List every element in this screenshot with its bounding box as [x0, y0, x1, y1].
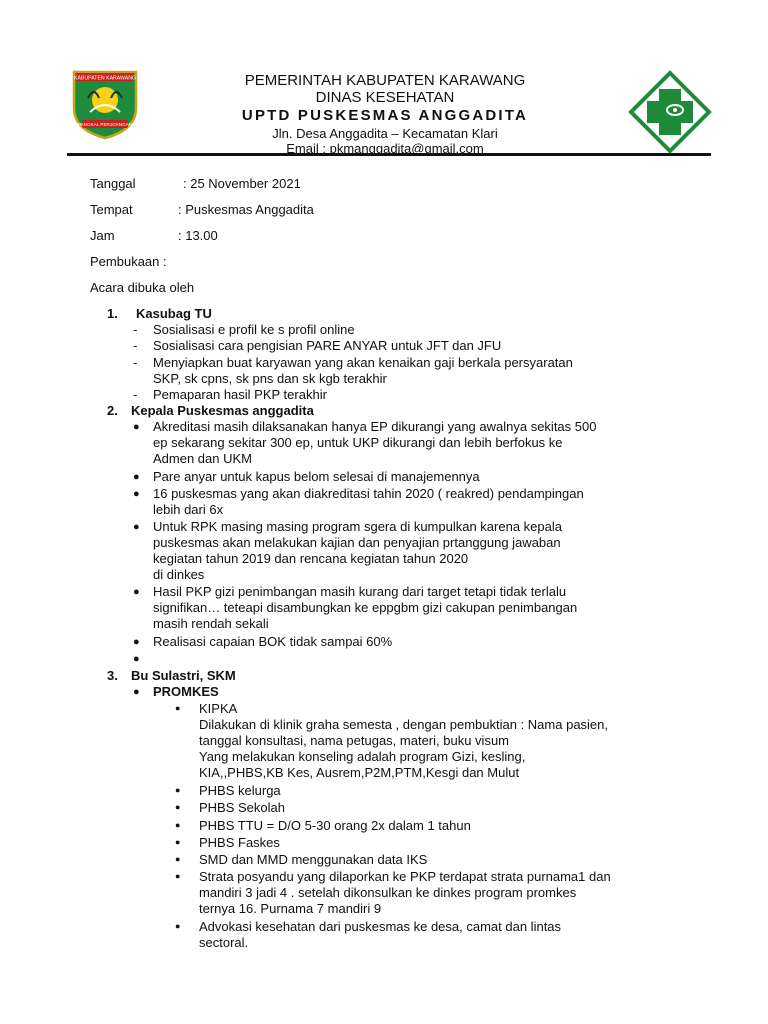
list-item: Pemaparan hasil PKP terakhir	[153, 387, 327, 402]
tempat-value: : Puskesmas Anggadita	[178, 202, 314, 217]
dash-bullet: -	[133, 322, 138, 337]
bullet-dot-icon: ●	[133, 653, 140, 665]
list-item-continued: mandiri 3 jadi 4 . setelah dikonsulkan ke dinkes program promkes	[199, 885, 577, 900]
bullet-dot-icon: ●	[175, 802, 181, 812]
list-item-continued: puskesmas akan melakukan kajian dan penyajian prtanggung jawaban	[153, 535, 561, 550]
list-item-continued: ep sekarang sekitar 300 ep, untuk UKP dikurangi dan lebih berfokus ke	[153, 435, 563, 450]
tanggal-value: : 25 November 2021	[183, 176, 301, 191]
list-item: Strata posyandu yang dilaporkan ke PKP terdapat strata purnama1 dan	[199, 869, 611, 884]
bullet-dot-icon: ●	[175, 871, 181, 881]
list-item: Untuk RPK masing masing program sgera di kumpulkan karena kepala	[153, 519, 562, 534]
section-title: Kepala Puskesmas anggadita	[131, 403, 314, 418]
svg-text:PANGKAL PERJOANGAN: PANGKAL PERJOANGAN	[77, 122, 133, 128]
section-title: Kasubag TU	[136, 306, 212, 321]
list-item: 16 puskesmas yang akan diakreditasi tahin 2020 ( reakred) pendampingan	[153, 486, 584, 501]
letterhead-line1: PEMERINTAH KABUPATEN KARAWANG	[244, 72, 526, 89]
list-item: Realisasi capaian BOK tidak sampai 60%	[153, 634, 393, 649]
list-item-continued: KIA,,PHBS,KB Kes, Ausrem,P2M,PTM,Kesgi dan Mulut	[199, 765, 520, 780]
bullet-dot-icon: ●	[133, 686, 140, 698]
section-number: 2.	[107, 403, 118, 418]
letterhead-address: Jln. Desa Anggadita – Kecamatan Klari	[272, 126, 498, 141]
dash-bullet: -	[133, 387, 138, 402]
list-item: PHBS Sekolah	[199, 800, 285, 815]
list-item-continued: signifikan… teteapi disambungkan ke eppgbm gizi cakupan penimbangan	[153, 600, 578, 615]
list-item: Akreditasi masih dilaksanakan hanya EP dikurangi yang awalnya sekitas 500	[153, 419, 597, 434]
letterhead-title: UPTD PUSKESMAS ANGGADITA	[241, 107, 529, 124]
dash-bullet: -	[133, 338, 138, 353]
letterhead-line2: DINAS KESEHATAN	[315, 89, 455, 106]
list-item-continued: masih rendah sekali	[153, 616, 269, 631]
bullet-dot-icon: ●	[175, 837, 181, 847]
list-item-continued: Admen dan UKM	[153, 451, 252, 466]
list-item: Hasil PKP gizi penimbangan masih kurang dari target tetapi tidak terlalu	[153, 584, 567, 599]
list-item: Pare anyar untuk kapus belom selesai di manajemennya	[153, 469, 480, 484]
acara-label: Acara dibuka oleh	[90, 280, 195, 295]
bullet-dot-icon: ●	[133, 586, 140, 598]
bullet-dot-icon: ●	[133, 521, 140, 533]
section-number: 3.	[107, 668, 118, 683]
list-item-continued: sectoral.	[199, 935, 249, 950]
list-item-continued: ternya 16. Purnama 7 mandiri 9	[199, 901, 382, 916]
list-item-continued: Yang melakukan konseling adalah program Gizi, kesling,	[199, 749, 526, 764]
bullet-dot-icon: ●	[175, 854, 181, 864]
tanggal-label: Tanggal	[90, 176, 136, 191]
bullet-dot-icon: ●	[133, 636, 140, 648]
list-item: SMD dan MMD menggunakan data IKS	[199, 852, 428, 867]
bullet-dot-icon: ●	[133, 421, 140, 433]
header-divider	[67, 153, 711, 156]
jam-label: Jam	[90, 228, 115, 243]
jam-value: : 13.00	[178, 228, 218, 243]
list-item: PHBS kelurga	[199, 783, 281, 798]
list-item-continued: lebih dari 6x	[153, 502, 224, 517]
list-item-continued: di dinkes	[153, 567, 205, 582]
list-item-continued: kegiatan tahun 2019 dan rencana kegiatan tahun 2020	[153, 551, 469, 566]
bullet-dot-icon: ●	[175, 820, 181, 830]
list-item: Advokasi kesehatan dari puskesmas ke desa, camat dan lintas	[199, 919, 562, 934]
bullet-dot-icon: ●	[175, 785, 181, 795]
svg-text:KABUPATEN KARAWANG: KABUPATEN KARAWANG	[74, 75, 136, 82]
list-item-continued: SKP, sk cpns, sk pns dan sk kgb terakhir	[153, 371, 387, 386]
pembukaan-label: Pembukaan :	[90, 254, 167, 269]
puskesmas-logo-icon	[628, 70, 712, 154]
tempat-label: Tempat	[90, 202, 133, 217]
bullet-dot-icon: ●	[175, 703, 181, 713]
section-title: Bu Sulastri, SKM	[131, 668, 236, 683]
list-item: Menyiapkan buat karyawan yang akan kenaikan gaji berkala persyaratan	[153, 355, 573, 370]
karawang-crest-logo	[68, 68, 142, 140]
section-number: 1.	[107, 306, 118, 321]
list-item: PHBS Faskes	[199, 835, 280, 850]
bullet-dot-icon: ●	[133, 471, 140, 483]
bullet-dot-icon: ●	[133, 488, 140, 500]
list-item: Sosialisasi e profil ke s profil online	[153, 322, 355, 337]
list-item: PHBS TTU = D/O 5-30 orang 2x dalam 1 tahun	[199, 818, 471, 833]
letterhead-email: Email : pkmanggadita@gmail.com	[286, 141, 484, 156]
subsection-title: PROMKES	[153, 684, 219, 699]
bullet-dot-icon: ●	[175, 921, 181, 931]
dash-bullet: -	[133, 355, 138, 370]
letterhead	[170, 72, 600, 156]
list-item-continued: tanggal konsultasi, nama petugas, materi, buku visum	[199, 733, 510, 748]
list-item-continued: Dilakukan di klinik graha semesta , dengan pembuktian : Nama pasien,	[199, 717, 609, 732]
list-item: Sosialisasi cara pengisian PARE ANYAR untuk JFT dan JFU	[153, 338, 502, 353]
list-item: KIPKA	[199, 701, 238, 716]
